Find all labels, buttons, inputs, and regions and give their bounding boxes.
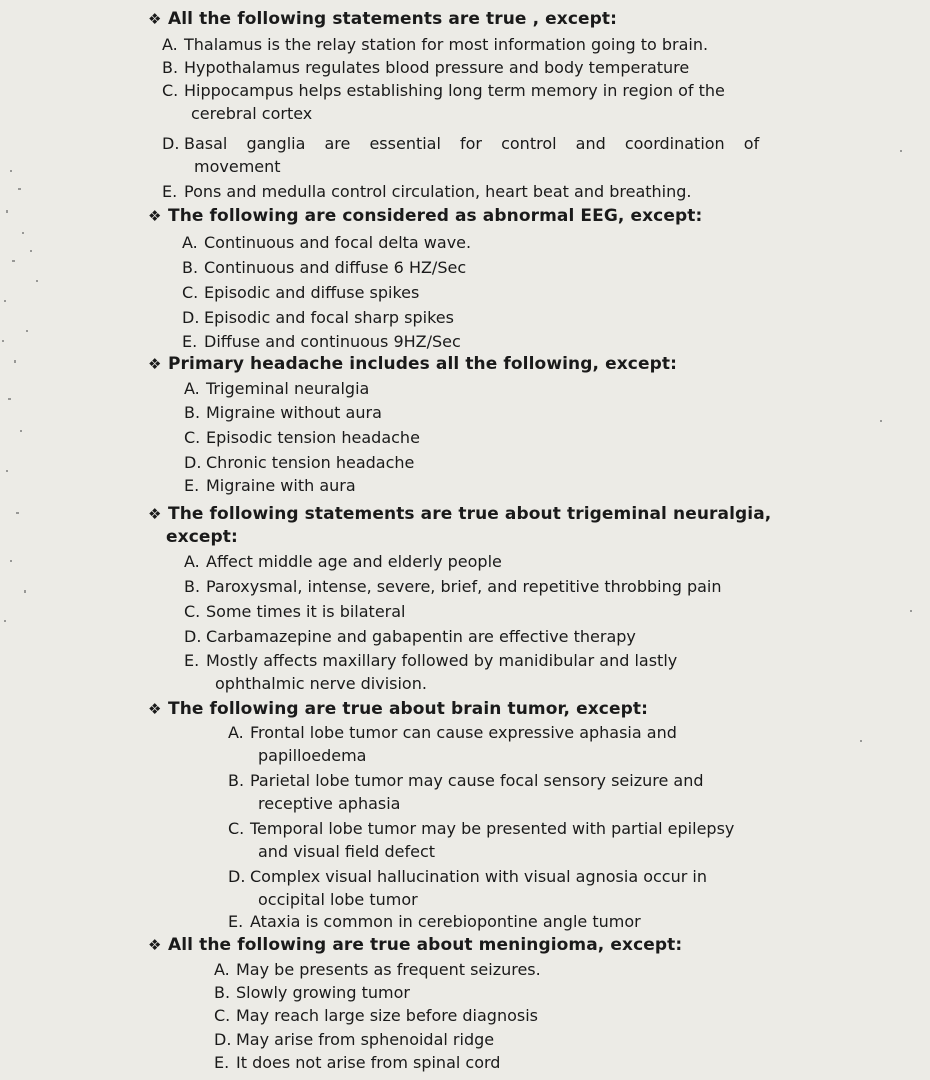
diamond-bullet-icon: ❖	[148, 355, 162, 373]
q4-option-b: B. Paroxysmal, intense, severe, brief, and repetitive throbbing pain	[184, 577, 722, 596]
q6-option-b: B. Slowly growing tumor	[214, 983, 410, 1002]
diamond-bullet-icon: ❖	[148, 10, 162, 28]
q2-option-c: C. Episodic and diffuse spikes	[182, 283, 420, 302]
q6-option-a: A. May be presents as frequent seizures.	[214, 960, 541, 979]
q1-option-b: B. Hypothalamus regulates blood pressure and body temperature	[162, 58, 690, 77]
q5-option-b: B. Parietal lobe tumor may cause focal sensory seizure and	[228, 771, 704, 790]
q2-option-b: B. Continuous and diffuse 6 HZ/Sec	[182, 258, 467, 277]
diamond-bullet-icon: ❖	[148, 936, 162, 954]
q4-option-d: D. Carbamazepine and gabapentin are effective therapy	[184, 627, 636, 646]
q4-option-e: E. Mostly affects maxillary followed by manidibular and lastly	[184, 651, 678, 670]
question-1-stem: ❖ All the following statements are true , except:	[148, 9, 618, 29]
q1-option-d-cont: movement	[194, 157, 281, 176]
q2-option-e: E. Diffuse and continuous 9HZ/Sec	[182, 332, 461, 351]
q3-option-d: D. Chronic tension headache	[184, 453, 415, 472]
question-5-stem: ❖ The following are true about brain tumor, except:	[148, 699, 648, 719]
q4-option-e-cont: ophthalmic nerve division.	[215, 674, 427, 693]
q3-option-c: C. Episodic tension headache	[184, 428, 420, 447]
q5-option-c-cont: and visual field defect	[258, 842, 436, 861]
q3-option-e: E. Migraine with aura	[184, 476, 356, 495]
q6-option-e: E. It does not arise from spinal cord	[214, 1053, 501, 1072]
diamond-bullet-icon: ❖	[148, 207, 162, 225]
q5-option-a: A. Frontal lobe tumor can cause expressive aphasia and	[228, 723, 677, 742]
q5-option-d: D. Complex visual hallucination with visual agnosia occur in	[228, 867, 707, 886]
q5-option-a-cont: papilloedema	[258, 746, 367, 765]
question-3-stem: ❖ Primary headache includes all the following, except:	[148, 354, 677, 374]
question-4-stem-cont: except:	[166, 527, 238, 547]
diamond-bullet-icon: ❖	[148, 505, 162, 523]
question-6-stem: ❖ All the following are true about meningioma, except:	[148, 935, 683, 955]
q2-option-d: D. Episodic and focal sharp spikes	[182, 308, 454, 327]
q6-option-d: D. May arise from sphenoidal ridge	[214, 1030, 495, 1049]
q1-option-a: A. Thalamus is the relay station for most information going to brain.	[162, 35, 709, 54]
diamond-bullet-icon: ❖	[148, 700, 162, 718]
q4-option-a: A. Affect middle age and elderly people	[184, 552, 502, 571]
q2-option-a: A. Continuous and focal delta wave.	[182, 233, 472, 252]
q3-option-a: A. Trigeminal neuralgia	[184, 379, 370, 398]
q5-option-b-cont: receptive aphasia	[258, 794, 401, 813]
q1-option-d: D. Basal ganglia are essential for control and coordination of	[162, 134, 760, 153]
q3-option-b: B. Migraine without aura	[184, 403, 382, 422]
q5-option-c: C. Temporal lobe tumor may be presented with partial epilepsy	[228, 819, 735, 838]
q1-option-e: E. Pons and medulla control circulation, heart beat and breathing.	[162, 182, 692, 201]
question-2-stem: ❖ The following are considered as abnormal EEG, except:	[148, 206, 703, 226]
q5-option-d-cont: occipital lobe tumor	[258, 890, 418, 909]
q1-option-c: C. Hippocampus helps establishing long term memory in region of the	[162, 81, 725, 100]
q4-option-c: C. Some times it is bilateral	[184, 602, 406, 621]
question-4-stem: ❖ The following statements are true about trigeminal neuralgia,	[148, 504, 772, 524]
q1-option-c-cont: cerebral cortex	[191, 104, 313, 123]
q5-option-e: E. Ataxia is common in cerebiopontine angle tumor	[228, 912, 641, 931]
q6-option-c: C. May reach large size before diagnosis	[214, 1006, 538, 1025]
